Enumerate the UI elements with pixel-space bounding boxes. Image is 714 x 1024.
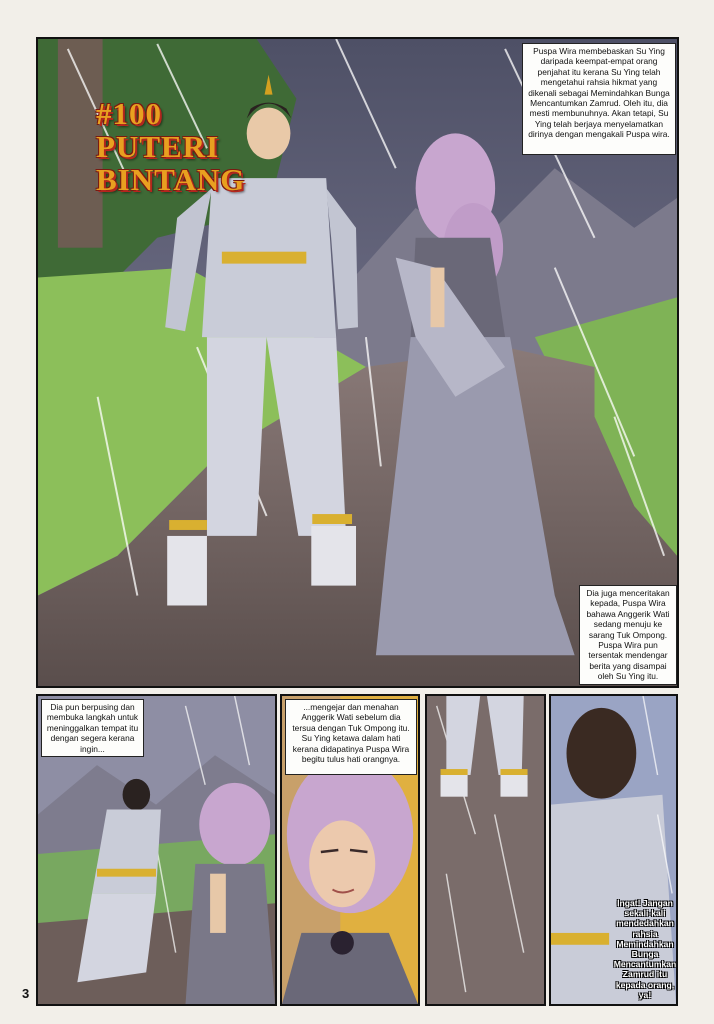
title-line: #100 bbox=[96, 96, 162, 131]
speech-text: Ingat! Jangan sekali-kali mendedahkan rahsia Memindahkan Bunga Mencantumkan Zamrud itu kepada orang, ya! bbox=[613, 898, 677, 1000]
narration-caption: Dia juga menceritakan kepada, Puspa Wira bahawa Anggerik Wati sedang menuju ke sarang Tuk Ompong. Puspa Wira pun tersentak mendengar berita yang disampai oleh Su Ying itu. bbox=[579, 585, 677, 685]
panel-4-scene bbox=[427, 696, 544, 1004]
panel-legs-walking bbox=[425, 694, 546, 1006]
narration-caption: Dia pun berpusing dan membuka langkah untuk meninggalkan tempat itu dengan segera kerana ingin... bbox=[41, 699, 144, 757]
title-line: BINTANG bbox=[96, 162, 246, 197]
panel-hero-back bbox=[549, 694, 678, 1006]
narration-caption: ...mengejar dan menahan Anggerik Wati sebelum dia tersua dengan Tuk Ompong itu. Su Ying ketawa dalam hati kerana didapatinya Puspa Wira begitu tulus hati orangnya. bbox=[285, 699, 417, 775]
narration-caption: Puspa Wira membebaskan Su Ying daripada keempat-empat orang penjahat itu kerana Su Ying telah mengetahui rahsia hikmat yang dikenali sebagai Memindahkan Bunga Mencantumkan Zamrud. Oleh itu, dia mesti membunuhnya. Akan tetapi, Su Ying telah berjaya menyelamatkan dirinya dengan mengakali Puspa wira. bbox=[522, 43, 676, 155]
story-title bbox=[96, 97, 296, 196]
page-number: 3 bbox=[22, 986, 30, 1001]
splash-panel bbox=[36, 37, 679, 688]
panel-turning-away bbox=[36, 694, 277, 1006]
title-line: PUTERI bbox=[96, 129, 220, 164]
panel-heroine-closeup bbox=[280, 694, 420, 1006]
